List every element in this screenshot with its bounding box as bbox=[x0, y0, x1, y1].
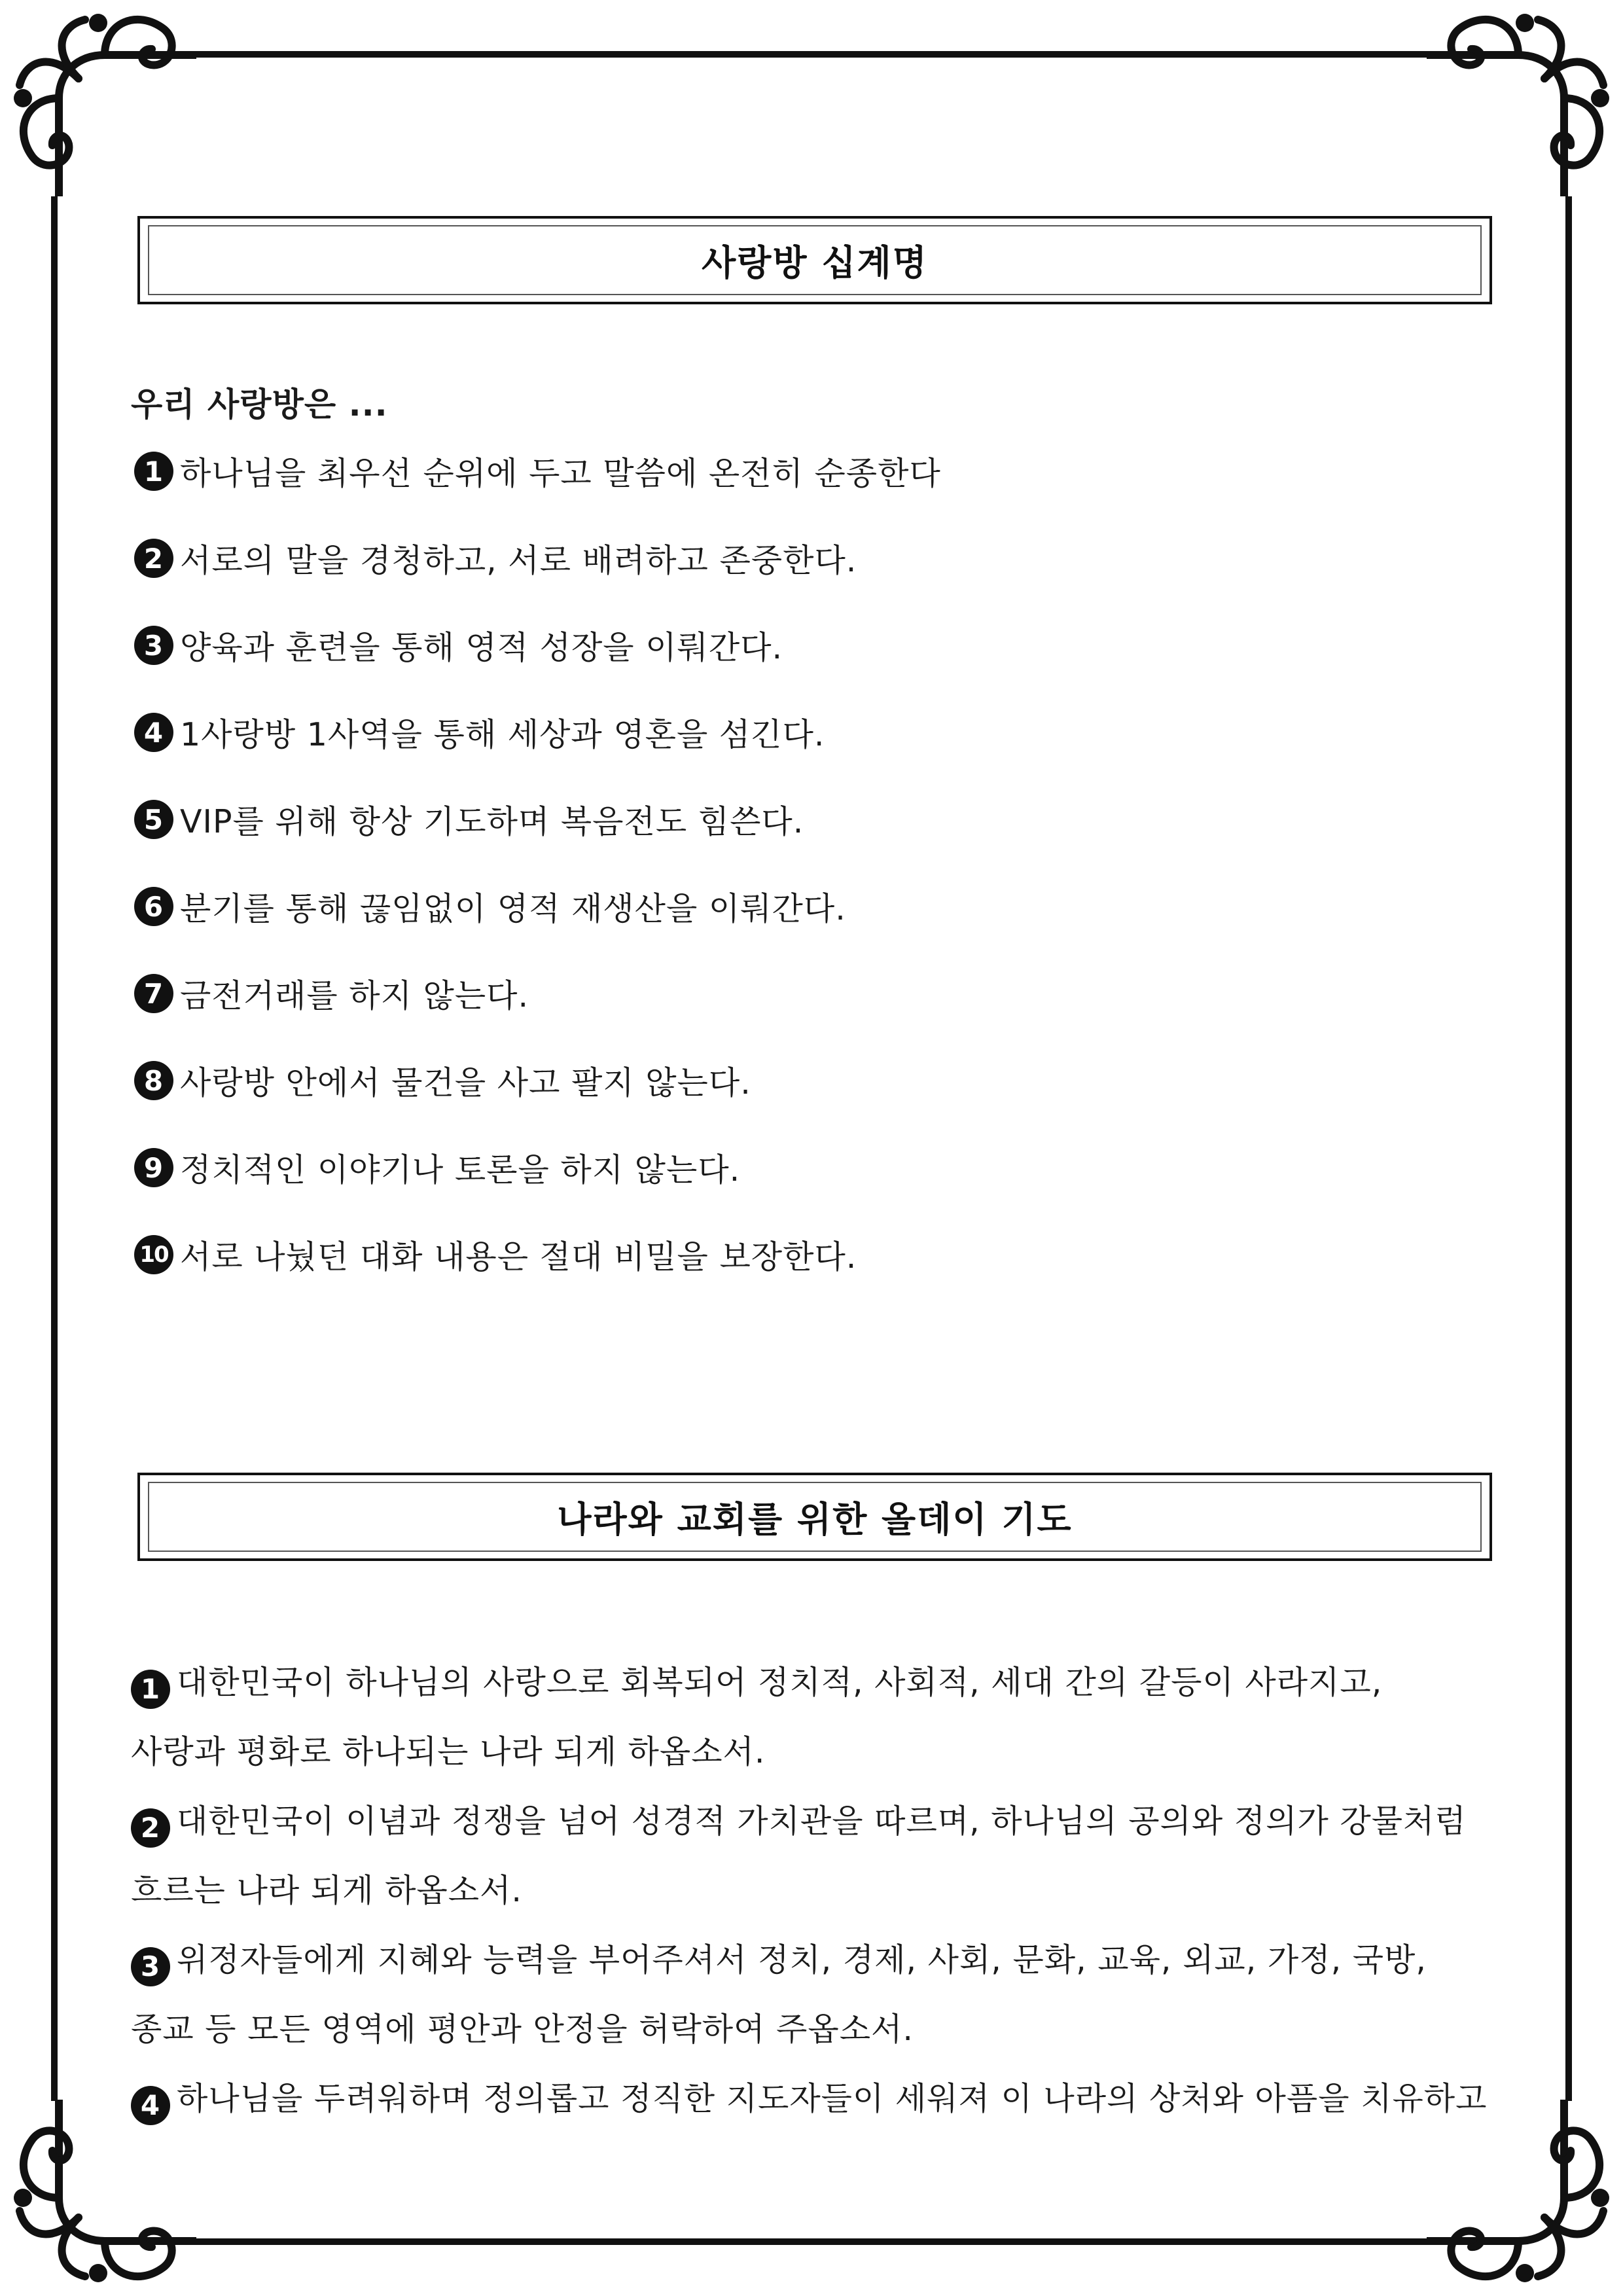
frame-right-border bbox=[1565, 196, 1572, 2101]
prayer-line: 하나님을 두려워하며 정의롭고 정직한 지도자들이 세워져 이 나라의 상처와 아픔을 치유하고 bbox=[177, 2080, 1488, 2117]
rule-item bbox=[134, 884, 846, 929]
number-badge: 1 bbox=[134, 452, 173, 491]
rule-item bbox=[134, 709, 825, 755]
prayer-line: 사랑과 평화로 하나되는 나라 되게 하옵소서. bbox=[131, 1733, 766, 1770]
prayer-item bbox=[131, 1926, 1499, 2064]
rule-item bbox=[134, 1145, 740, 1191]
frame-top-border bbox=[196, 51, 1427, 58]
rule-text: 사랑방 안에서 물건을 사고 팔지 않는다. bbox=[180, 1064, 751, 1102]
number-badge: 4 bbox=[134, 713, 173, 752]
prayer-line: 종교 등 모든 영역에 평안과 안정을 허락하여 주옵소서. bbox=[131, 2011, 914, 2048]
prayer-line: 위정자들에게 지혜와 능력을 부어주셔서 정치, 경제, 사회, 문화, 교육, 외교, 가정, 국방, bbox=[177, 1941, 1427, 1979]
number-badge: 10 bbox=[134, 1235, 173, 1274]
prayer-item bbox=[131, 1648, 1499, 1787]
rule-text: VIP를 위해 항상 기도하며 복음전도 힘쓴다. bbox=[180, 803, 804, 840]
number-badge: 6 bbox=[134, 887, 173, 926]
frame-bottom-border bbox=[196, 2238, 1427, 2245]
number-badge: 9 bbox=[134, 1148, 173, 1187]
flourish-corner-top-right bbox=[1427, 0, 1623, 196]
number-badge: 7 bbox=[134, 974, 173, 1013]
rule-item bbox=[134, 971, 529, 1016]
rule-item bbox=[134, 448, 941, 494]
section2-title-box bbox=[137, 1473, 1492, 1561]
rule-text: 1사랑방 1사역을 통해 세상과 영혼을 섬긴다. bbox=[180, 716, 825, 753]
section1-intro: 우리 사랑방은 ... bbox=[131, 386, 388, 423]
number-badge: 3 bbox=[131, 1947, 170, 1986]
prayer-line: 대한민국이 하나님의 사랑으로 회복되어 정치적, 사회적, 세대 간의 갈등이 사라지고, bbox=[177, 1664, 1383, 1701]
prayer-item bbox=[131, 2064, 1499, 2134]
number-badge: 3 bbox=[134, 626, 173, 665]
flourish-corner-top-left bbox=[0, 0, 196, 196]
number-badge: 2 bbox=[134, 539, 173, 578]
rule-text: 하나님을 최우선 순위에 두고 말씀에 온전히 순종한다 bbox=[180, 455, 941, 492]
rule-item bbox=[134, 1232, 857, 1278]
rule-text: 서로 나눴던 대화 내용은 절대 비밀을 보장한다. bbox=[180, 1238, 857, 1276]
number-badge: 4 bbox=[131, 2086, 170, 2125]
rule-text: 서로의 말을 경청하고, 서로 배려하고 존중한다. bbox=[180, 542, 857, 579]
prayer-line: 흐르는 나라 되게 하옵소서. bbox=[131, 1872, 522, 1909]
rule-item bbox=[134, 797, 804, 842]
frame-left-border bbox=[51, 196, 58, 2101]
rule-text: 정치적인 이야기나 토론을 하지 않는다. bbox=[180, 1151, 741, 1189]
rule-item bbox=[134, 1058, 751, 1103]
number-badge: 8 bbox=[134, 1061, 173, 1100]
number-badge: 5 bbox=[134, 800, 173, 839]
number-badge: 2 bbox=[131, 1808, 170, 1848]
section1-title: 사랑방 십계명 bbox=[702, 242, 928, 283]
section1-title-box bbox=[137, 216, 1492, 304]
rule-text: 분기를 통해 끊임없이 영적 재생산을 이뤄간다. bbox=[180, 890, 846, 927]
rule-text: 금전거래를 하지 않는다. bbox=[180, 977, 529, 1014]
number-badge: 1 bbox=[131, 1670, 170, 1709]
prayer-line: 대한민국이 이념과 정쟁을 넘어 성경적 가치관을 따르며, 하나님의 공의와 정의가 강물처럼 bbox=[177, 1803, 1467, 1840]
section2-title: 나라와 교회를 위한 올데이 기도 bbox=[557, 1499, 1073, 1540]
rule-text: 양육과 훈련을 통해 영적 성장을 이뤄간다. bbox=[180, 629, 783, 666]
rule-item bbox=[134, 622, 783, 668]
rule-item bbox=[134, 535, 857, 581]
prayer-item bbox=[131, 1787, 1499, 1926]
